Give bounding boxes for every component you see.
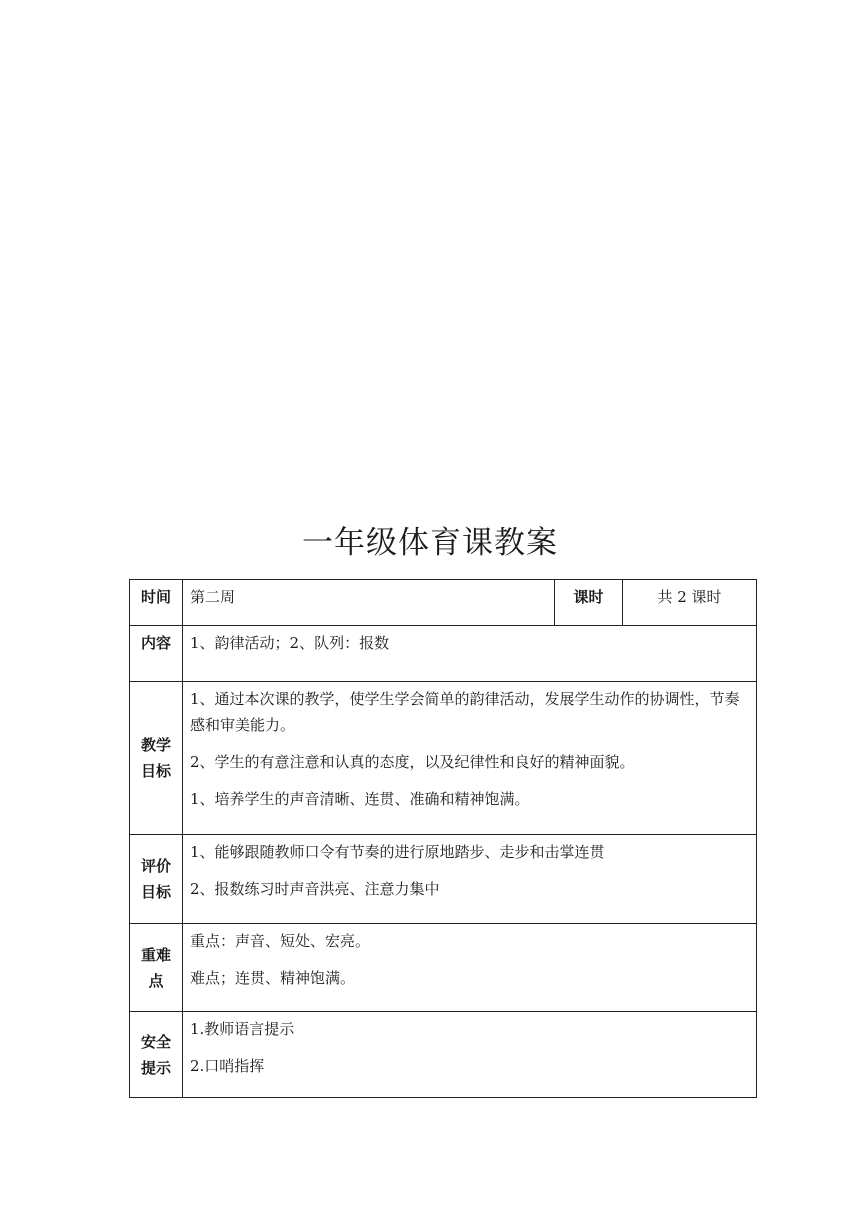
key-points-label-line1: 重难 <box>140 945 171 964</box>
time-value: 第二周 <box>183 580 555 626</box>
key-point-item: 难点；连贯、精神饱满。 <box>190 969 356 987</box>
safety-label <box>130 1012 183 1098</box>
evaluation-content <box>183 835 757 924</box>
goals-label-line2: 目标 <box>140 762 171 780</box>
goal-item: 2、学生的有意注意和认真的态度，以及纪律性和良好的精神面貌。 <box>190 753 635 771</box>
evaluation-row <box>130 835 757 924</box>
key-point-item: 重点：声音、短处、宏亮。 <box>190 932 371 950</box>
key-points-row <box>130 924 757 1012</box>
lesson-plan-table <box>129 579 757 1098</box>
goals-label-line1: 教学 <box>140 736 171 754</box>
goal-item: 1、通过本次课的教学，使学生学会简单的韵律活动，发展学生动作的协调性，节奏感和审美能力。 <box>190 690 740 734</box>
period-label: 课时 <box>555 580 623 626</box>
period-value: 共 2 课时 <box>623 580 757 626</box>
evaluation-label-line1: 评价 <box>140 857 171 875</box>
safety-row <box>130 1012 757 1098</box>
page-title: 一年级体育课教案 <box>302 525 558 561</box>
goals-label <box>130 682 183 835</box>
evaluation-label <box>130 835 183 924</box>
goals-row <box>130 682 757 835</box>
safety-label-line2: 提示 <box>140 1058 171 1077</box>
time-row <box>130 580 757 626</box>
content-value: 1、韵律活动；2、队列：报数 <box>183 626 757 682</box>
content-label: 内容 <box>130 626 183 682</box>
safety-label-line1: 安全 <box>140 1032 171 1051</box>
safety-content <box>183 1012 757 1098</box>
safety-item: 1.教师语言提示 <box>190 1020 295 1038</box>
time-label: 时间 <box>130 580 183 626</box>
safety-item: 2.口哨指挥 <box>190 1057 265 1075</box>
key-points-label-line2: 点 <box>148 971 164 990</box>
evaluation-label-line2: 目标 <box>140 883 171 901</box>
evaluation-item: 2、报数练习时声音洪亮、注意力集中 <box>190 880 440 898</box>
goal-item: 1、培养学生的声音清晰、连贯、准确和精神饱满。 <box>190 790 530 808</box>
content-row <box>130 626 757 682</box>
key-points-content <box>183 924 757 1012</box>
evaluation-item: 1、能够跟随教师口令有节奏的进行原地踏步、走步和击掌连贯 <box>190 843 605 861</box>
goals-content <box>183 682 757 835</box>
key-points-label <box>130 924 183 1012</box>
